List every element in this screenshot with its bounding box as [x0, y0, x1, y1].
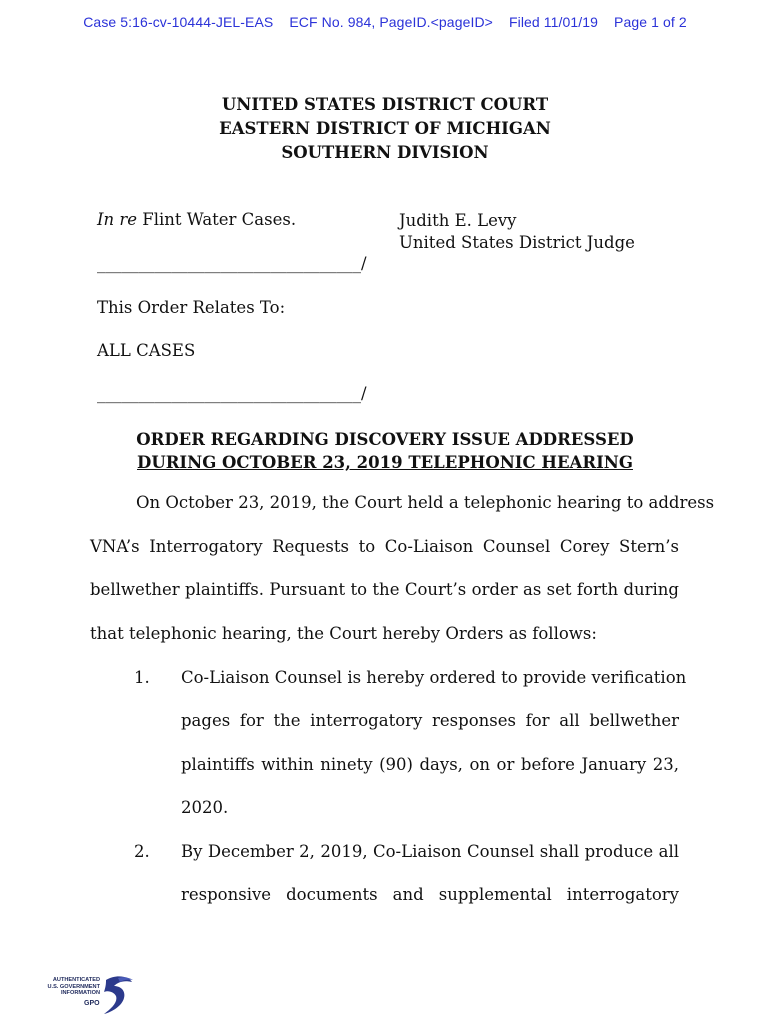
judge-name: Judith E. Levy: [399, 211, 517, 230]
item-number: 1.: [134, 668, 150, 687]
judge-block: [399, 210, 635, 254]
all-cases-label: ALL CASES: [97, 341, 196, 360]
body-line: VNA’s Interrogatory Requests to Co-Liaison Counsel Corey Stern’s: [90, 537, 679, 556]
gpo-logo-line: AUTHENTICATED: [52, 977, 100, 983]
gpo-mark-label: GPO: [84, 1000, 100, 1007]
item-line: plaintiffs within ninety (90) days, on or before January 23,: [181, 755, 679, 774]
body-line: that telephonic hearing, the Court hereby Orders as follows:: [90, 624, 597, 643]
page-count: Page 1 of 2: [614, 14, 687, 30]
court-name: UNITED STATES DISTRICT COURT: [221, 95, 549, 114]
case-caption: [97, 210, 296, 229]
item-line: By December 2, 2019, Co-Liaison Counsel shall produce all: [181, 842, 679, 861]
order-title-line1: ORDER REGARDING DISCOVERY ISSUE ADDRESSED: [136, 430, 634, 449]
case-name: Flint Water Cases.: [137, 210, 297, 229]
judge-title: United States District Judge: [399, 233, 635, 252]
filed-date: Filed 11/01/19: [508, 14, 599, 30]
item-line: pages for the interrogatory responses for all bellwether: [181, 711, 679, 730]
caption-rule-1: ________________________________/: [97, 254, 367, 273]
ecf-filing-header: [0, 14, 770, 30]
gpo-authenticated-logo: [44, 974, 134, 1018]
item-line: 2020.: [181, 798, 229, 817]
item-line: Co-Liaison Counsel is hereby ordered to provide verification: [181, 668, 687, 687]
eagle-icon: [102, 974, 134, 1018]
court-district: EASTERN DISTRICT OF MICHIGAN: [219, 119, 551, 138]
in-re-label: In re: [97, 210, 138, 229]
body-line: On October 23, 2019, the Court held a telephonic hearing to address: [136, 493, 715, 512]
court-heading: [0, 93, 770, 165]
ecf-number: ECF No. 984, PageID.<pageID>: [289, 14, 493, 30]
item-number: 2.: [134, 842, 150, 861]
relates-to-label: This Order Relates To:: [97, 298, 286, 317]
item-line: responsive documents and supplemental interrogatory: [181, 885, 679, 904]
case-number: Case 5:16-cv-10444-JEL-EAS: [83, 14, 274, 30]
caption-rule-2: ________________________________/: [97, 384, 367, 403]
order-title: [0, 428, 770, 474]
gpo-logo-line: U.S. GOVERNMENT: [47, 983, 100, 990]
gpo-logo-text: [44, 977, 100, 997]
court-division: SOUTHERN DIVISION: [281, 143, 489, 162]
gpo-logo-line: INFORMATION: [60, 990, 100, 997]
order-title-line2: DURING OCTOBER 23, 2019 TELEPHONIC HEARING: [137, 453, 633, 472]
body-line: bellwether plaintiffs. Pursuant to the Court’s order as set forth during: [90, 580, 679, 599]
